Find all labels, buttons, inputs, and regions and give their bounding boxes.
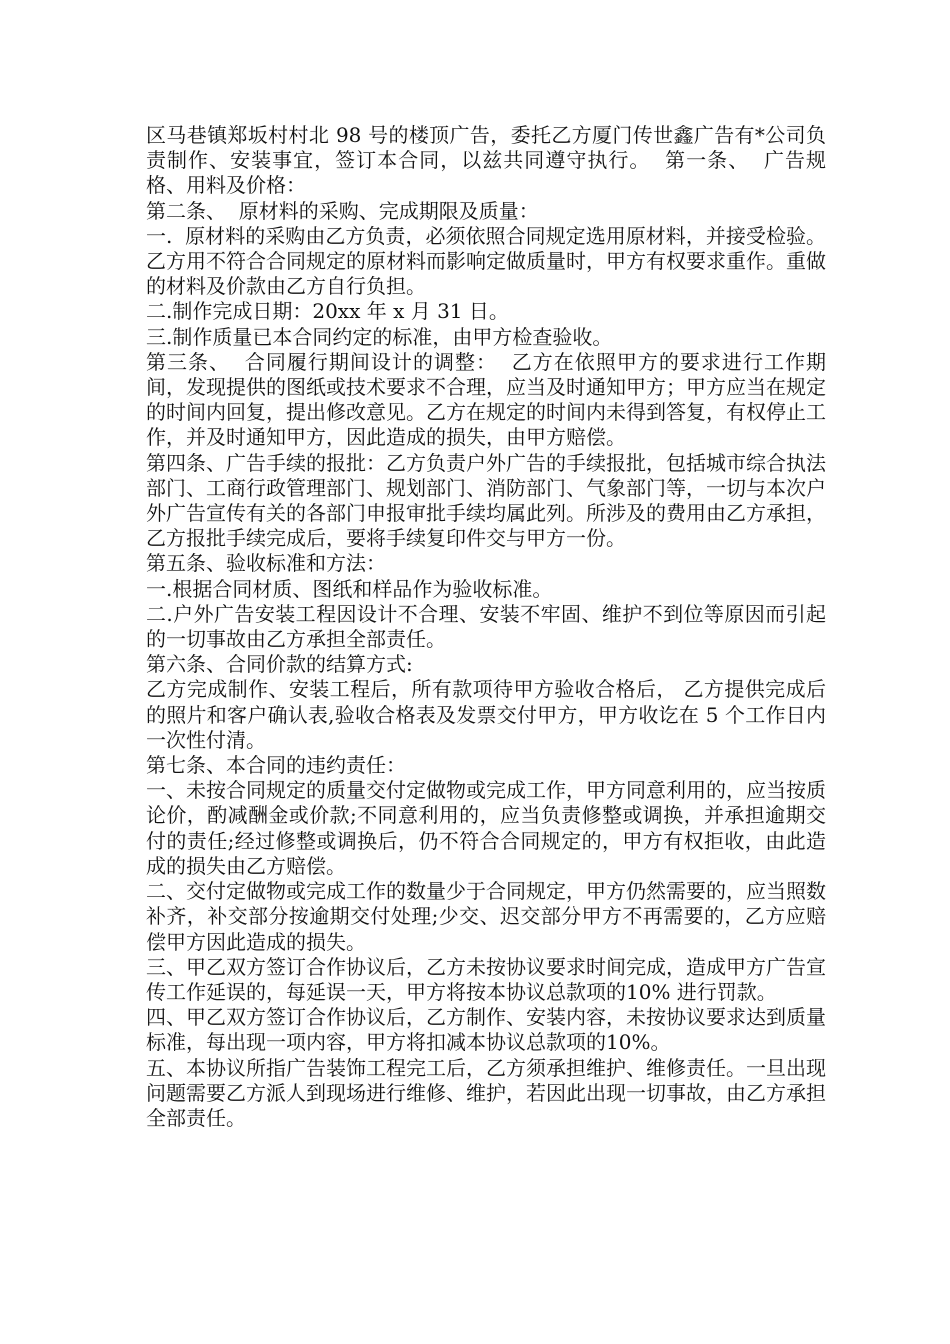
paragraph-article-6: 第六条、合同价款的结算方式:: [146, 652, 413, 677]
paragraph-article-3: 第三条、 合同履行期间设计的调整： 乙方在依照甲方的要求进行工作期间，发现提供的图纸或技术要求不合理，应当及时通知甲方；甲方应当在规定的时间内回复，提出修改意见。乙方在规定的时间内未得到答复，有权停止工作，并及时通知甲方，因此造成的损失，由甲方赔偿。: [146, 349, 826, 450]
paragraph-article-5: 第五条、验收标准和方法：: [146, 551, 386, 576]
paragraph-article-7-item-3: 三、甲乙双方签订合作协议后，乙方未按协议要求时间完成，造成甲方广告宣传工作延误的，每延误一天，甲方将按本协议总款项的10% 进行罚款。: [146, 954, 826, 1004]
paragraph-article-2-item-2: 二.制作完成日期：20xx 年 x 月 31 日。: [146, 299, 509, 324]
paragraph-article-7-item-2: 二、交付定做物或完成工作的数量少于合同规定，甲方仍然需要的，应当照数补齐，补交部分按逾期交付处理;少交、迟交部分甲方不再需要的，乙方应赔偿甲方因此造成的损失。: [146, 879, 826, 954]
paragraph-article-5-item-2: 二.户外广告安装工程因设计不合理、安装不牢固、维护不到位等原因而引起的一切事故由乙方承担全部责任。: [146, 601, 826, 652]
paragraph-article-7: 第七条、本合同的违约责任：: [146, 753, 406, 778]
paragraph-article-7-item-5: 五、本协议所指广告装饰工程完工后，乙方须承担维护、维修责任。一旦出现问题需要乙方派人到现场进行维修、维护，若因此出现一切事故，由乙方承担全部责任。: [146, 1055, 826, 1130]
paragraph-article-2: 第二条、 原材料的采购、完成期限及质量：: [146, 198, 539, 223]
paragraph-article-2-item-3: 三.制作质量已本合同约定的标准，由甲方检查验收。: [146, 324, 613, 349]
paragraph-article-4: 第四条、广告手续的报批：乙方负责户外广告的手续报批，包括城市综合执法部门、工商行政管理部门、规划部门、消防部门、气象部门等，一切与本次户外广告宣传有关的各部门申报审批手续均属此列。所涉及的费用由乙方承担，乙方报批手续完成后，要将手续复印件交与甲方一份。: [146, 450, 826, 551]
paragraph-article-2-item-1: 一. 原材料的采购由乙方负责，必须依照合同规定选用原材料，并接受检验。乙方用不符合合同规定的原材料而影响定做质量时，甲方有权要求重作。重做的材料及价款由乙方自行负担。: [146, 223, 826, 299]
paragraph-article-7-item-4: 四、甲乙双方签订合作协议后，乙方制作、安装内容，未按协议要求达到质量标准，每出现一项内容，甲方将扣减本协议总款项的10%。: [146, 1005, 826, 1055]
paragraph-article-7-item-1: 一、未按合同规定的质量交付定做物或完成工作，甲方同意利用的，应当按质论价，酌减酬金或价款;不同意利用的，应当负责修整或调换，并承担逾期交付的责任;经过修整或调换后，仍不符合合同规定的，甲方有权拒收，由此造成的损失由乙方赔偿。: [146, 778, 826, 878]
paragraph-intro: 区马巷镇郑坂村村北 98 号的楼顶广告，委托乙方厦门传世鑫广告有*公司负责制作、安装事宜，签订本合同，以兹共同遵守执行。 第一条、 广告规格、用料及价格：: [146, 123, 826, 198]
document-body: [146, 123, 826, 1131]
paragraph-article-5-item-1: 一.根据合同材质、图纸和样品作为验收标准。: [146, 576, 553, 601]
paragraph-article-6-body: 乙方完成制作、安装工程后，所有款项待甲方验收合格后， 乙方提供完成后的照片和客户确认表,验收合格表及发票交付甲方，甲方收讫在 5 个工作日内一次性付清。: [146, 677, 826, 752]
